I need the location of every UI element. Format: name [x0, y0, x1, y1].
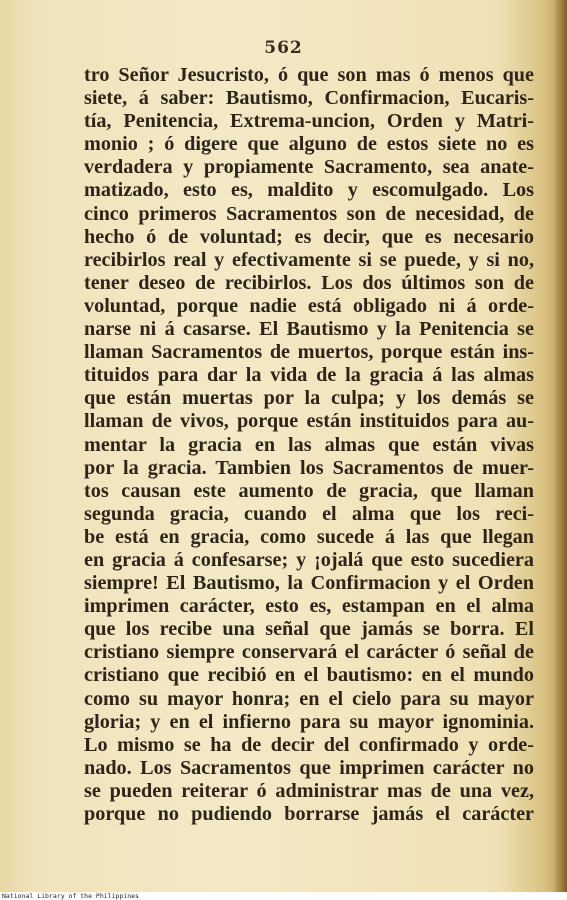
- text-line: gloria; y en el infierno para su mayor ignominia.: [84, 710, 534, 733]
- text-line: tía, Penitencia, Extrema-uncion, Orden y Matri-: [84, 110, 534, 133]
- text-line: tro Señor Jesucristo, ó que son mas ó menos que: [84, 64, 534, 86]
- text-line: siete, á saber: Bautismo, Confirmacion, Eucaris-: [84, 87, 534, 110]
- text-line: por la gracia. Tambien los Sacramentos de muer-: [84, 456, 534, 479]
- text-line: tituidos para dar la vida de la gracia á las almas: [84, 364, 534, 387]
- text-line: be está en gracia, como sucede á las que llegan: [84, 525, 534, 548]
- text-line: que los recibe una señal que jamás se borra. El: [84, 618, 534, 641]
- text-line: monio ; ó digere que alguno de estos siete no es: [84, 133, 534, 156]
- text-line: cristiano siempre conservará el carácter ó señal de: [84, 641, 534, 664]
- page-number: 562: [264, 38, 303, 58]
- text-line: imprimen carácter, esto es, estampan en el alma: [84, 595, 534, 618]
- text-line: siempre! El Bautismo, la Confirmacion y el Orden: [84, 572, 534, 595]
- text-line: cinco primeros Sacramentos son de necesidad, de: [84, 202, 534, 225]
- text-line: que están muertas por la culpa; y los demás se: [84, 387, 534, 410]
- text-line: tos causan este aumento de gracia, que llaman: [84, 479, 534, 502]
- text-line: matizado, esto es, maldito y escomulgado. Los: [84, 179, 534, 202]
- text-line: porque no pudiendo borrarse jamás el carácter: [84, 803, 534, 825]
- text-line: Lo mismo se ha de decir del confirmado y orde-: [84, 733, 534, 756]
- text-line: verdadera y propiamente Sacramento, sea anate-: [84, 156, 534, 179]
- text-line: mentar la gracia en las almas que están vivas: [84, 433, 534, 456]
- text-line: cristiano que recibió en el bautismo: en el mundo: [84, 664, 534, 687]
- text-line: voluntad, porque nadie está obligado ni á orde-: [84, 294, 534, 317]
- body-text: [84, 64, 534, 826]
- text-line: llaman Sacramentos de muertos, porque están ins-: [84, 341, 534, 364]
- text-line: segunda gracia, cuando el alma que los reci-: [84, 502, 534, 525]
- text-line: hecho ó de voluntad; es decir, que es necesario: [84, 225, 534, 248]
- text-line: en gracia á confesarse; y ¡ojalá que esto sucediera: [84, 548, 534, 571]
- text-line: narse ni á casarse. El Bautismo y la Penitencia se: [84, 318, 534, 341]
- text-line: llaman de vivos, porque están instituidos para au-: [84, 410, 534, 433]
- footer-source-credit: National Library of the Philippines: [2, 892, 139, 900]
- text-line: nado. Los Sacramentos que imprimen carácter no: [84, 756, 534, 779]
- text-line: como su mayor honra; en el cielo para su mayor: [84, 687, 534, 710]
- text-line: recibirlos real y efectivamente si se puede, y si no,: [84, 248, 534, 271]
- page-edge-shadow: [553, 0, 567, 892]
- text-line: tener deseo de recibirlos. Los dos últimos son de: [84, 271, 534, 294]
- text-line: se pueden reiterar ó administrar mas de una vez,: [84, 779, 534, 802]
